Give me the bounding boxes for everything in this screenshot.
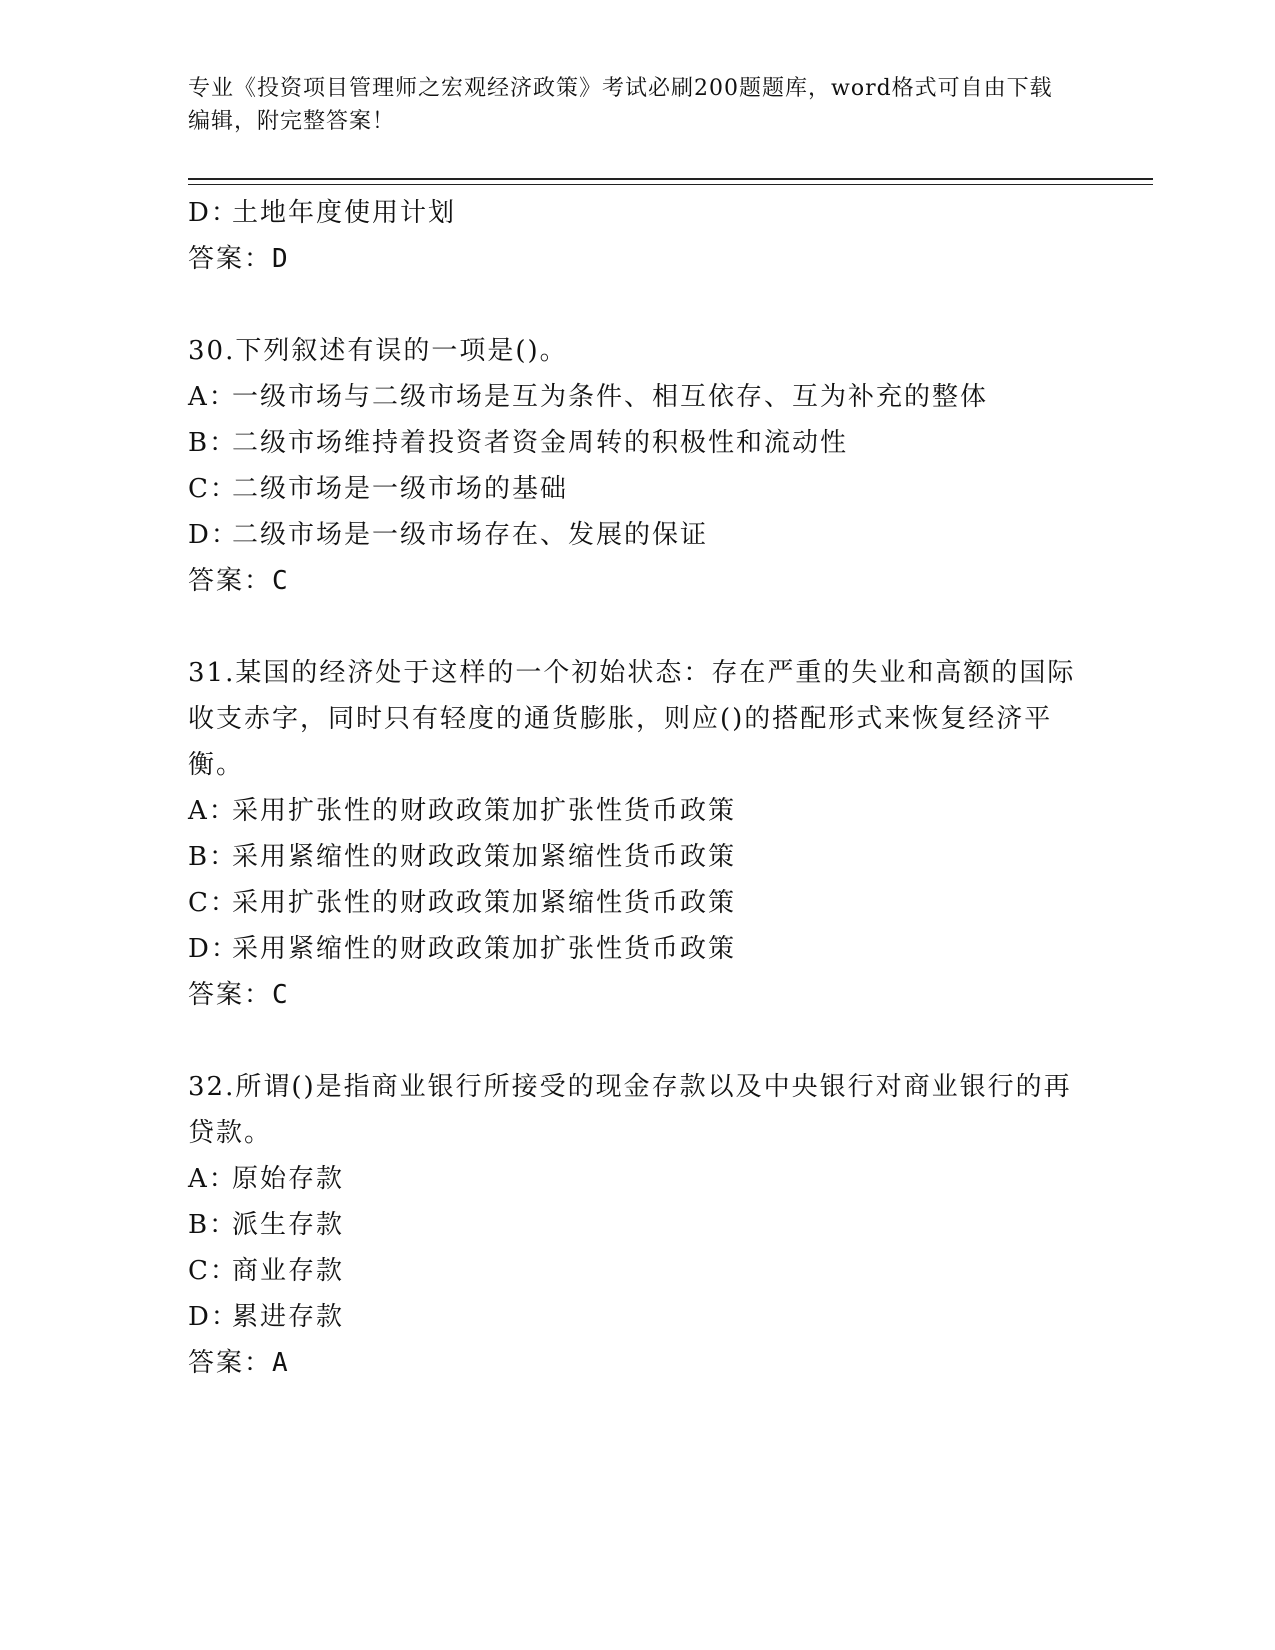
option-text: 二级市场是一级市场存在、发展的保证 (232, 520, 709, 550)
option-text: 采用扩张性的财政政策加紧缩性货币政策 (232, 888, 737, 918)
option-text: 原始存款 (232, 1164, 345, 1194)
option-key: D： (188, 198, 239, 228)
answer-value: D (272, 244, 290, 274)
option-a (188, 374, 1088, 420)
header-divider-thick (188, 178, 1153, 180)
answer-value: C (272, 566, 290, 596)
option-key: B： (188, 842, 238, 872)
option-c (188, 1248, 1088, 1294)
option-b (188, 834, 1088, 880)
answer-label: 答案： (188, 244, 273, 274)
option-text: 二级市场是一级市场的基础 (232, 474, 569, 504)
option-text: 商业存款 (232, 1256, 345, 1286)
question-stem: 32.所谓()是指商业银行所接受的现金存款以及中央银行对商业银行的再贷款。 (188, 1072, 1072, 1148)
spacer (188, 604, 1088, 650)
option-d (188, 512, 1088, 558)
option-text: 二级市场维持着投资者资金周转的积极性和流动性 (232, 428, 849, 458)
option-key: B： (188, 428, 238, 458)
spacer (188, 1018, 1088, 1064)
option-text: 土地年度使用计划 (232, 198, 457, 228)
answer-line (188, 236, 1088, 282)
option-d (188, 1294, 1088, 1340)
answer-line (188, 972, 1088, 1018)
option-a (188, 788, 1088, 834)
option-key: D： (188, 934, 239, 964)
option-c (188, 880, 1088, 926)
answer-label: 答案： (188, 566, 273, 596)
header-divider-thin (188, 184, 1153, 185)
answer-line (188, 558, 1088, 604)
option-key: A： (188, 796, 237, 826)
document-header: 专业《投资项目管理师之宏观经济政策》考试必刷200题题库，word格式可自由下载编辑，附完整答案！ (188, 76, 1053, 134)
question-content (188, 190, 1088, 1386)
option-text: 采用紧缩性的财政政策加扩张性货币政策 (232, 934, 737, 964)
option-text: 累进存款 (232, 1302, 345, 1332)
option-key: A： (188, 382, 237, 412)
option-text: 采用紧缩性的财政政策加紧缩性货币政策 (232, 842, 737, 872)
option-d (188, 926, 1088, 972)
question-stem: 31.某国的经济处于这样的一个初始状态：存在严重的失业和高额的国际收支赤字，同时只有轻度的通货膨胀，则应()的搭配形式来恢复经济平衡。 (188, 658, 1076, 780)
answer-label: 答案： (188, 980, 273, 1010)
option-key: C： (188, 1256, 238, 1286)
option-b (188, 420, 1088, 466)
answer-value: C (272, 980, 290, 1010)
option-text: 派生存款 (232, 1210, 345, 1240)
answer-line (188, 1340, 1088, 1386)
option-key: A： (188, 1164, 237, 1194)
option-key: C： (188, 474, 238, 504)
option-c (188, 466, 1088, 512)
answer-value: A (272, 1348, 290, 1378)
option-d (188, 190, 1088, 236)
option-key: B： (188, 1210, 238, 1240)
option-a (188, 1156, 1088, 1202)
option-b (188, 1202, 1088, 1248)
spacer (188, 282, 1088, 328)
option-key: D： (188, 520, 239, 550)
question-stem: 30.下列叙述有误的一项是()。 (188, 336, 568, 366)
option-key: C： (188, 888, 238, 918)
option-text: 采用扩张性的财政政策加扩张性货币政策 (232, 796, 737, 826)
answer-label: 答案： (188, 1348, 273, 1378)
option-key: D： (188, 1302, 239, 1332)
option-text: 一级市场与二级市场是互为条件、相互依存、互为补充的整体 (232, 382, 989, 412)
